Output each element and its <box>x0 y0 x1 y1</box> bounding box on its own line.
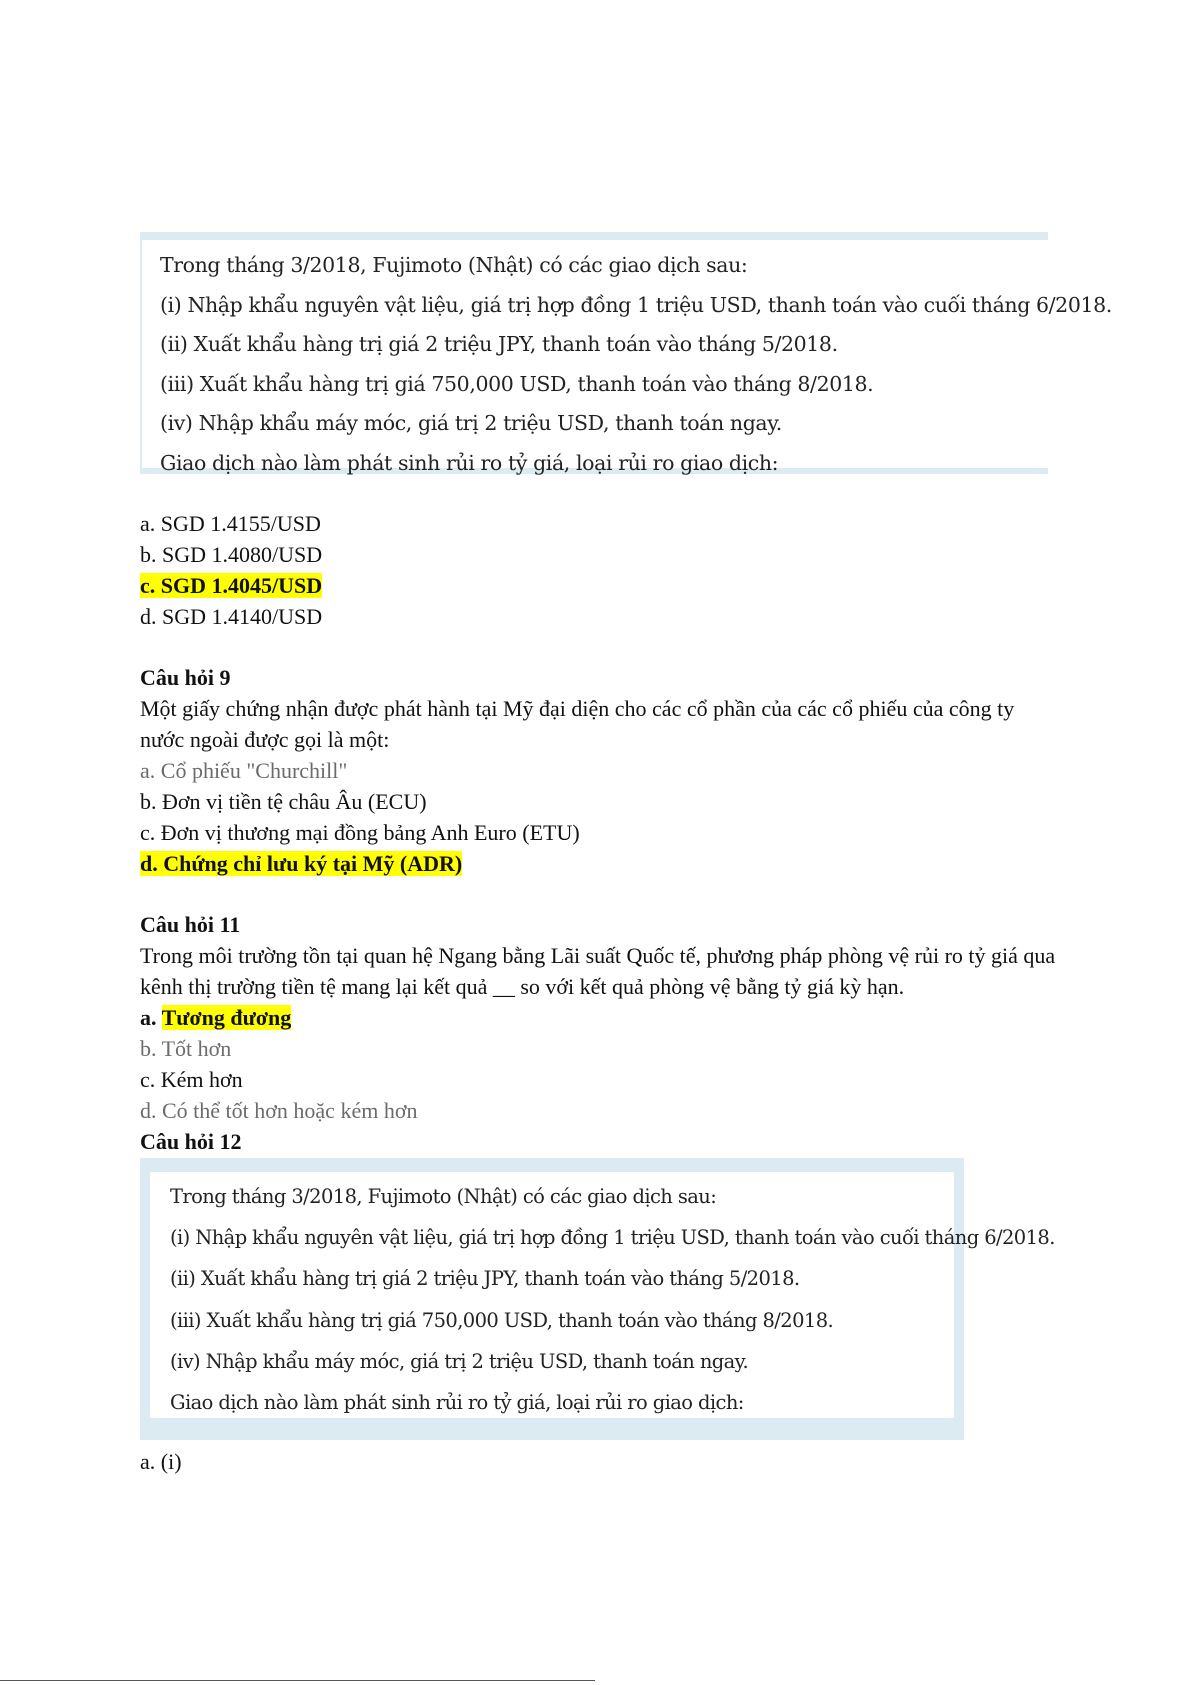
question-11-title: Câu hỏi 11 <box>140 912 241 937</box>
option-b: b. Tốt hơn <box>140 1036 232 1061</box>
image-line: (ii) Xuất khẩu hàng trị giá 2 triệu JPY, thanh toán vào tháng 5/2018. <box>160 332 838 357</box>
option-d: d. Có thể tốt hơn hoặc kém hơn <box>140 1098 418 1123</box>
question-11-text: Trong môi trường tồn tại quan hệ Ngang bằng Lãi suất Quốc tế, phương pháp phòng vệ rủi ro tỷ giá qua kênh thị trường tiền tệ mang lại kết quả __ so với kết quả phòng vệ bằng tỷ giá kỳ hạn. <box>140 943 1056 999</box>
question-image-top <box>140 232 1112 475</box>
image-line: (i) Nhập khẩu nguyên vật liệu, giá trị hợp đồng 1 triệu USD, thanh toán vào cuối tháng 6/2018. <box>170 1226 1055 1250</box>
option-b: b. SGD 1.4080/USD <box>140 542 323 567</box>
option-prefix: a. <box>140 1005 162 1030</box>
image-line: (iv) Nhập khẩu máy móc, giá trị 2 triệu USD, thanh toán ngay. <box>170 1349 749 1373</box>
option-b: b. Đơn vị tiền tệ châu Âu (ECU) <box>140 789 427 814</box>
option-a: a. Cổ phiếu "Churchill" <box>140 758 348 783</box>
image-line: Giao dịch nào làm phát sinh rủi ro tỷ giá, loại rủi ro giao dịch: <box>170 1391 744 1415</box>
option-c: c. Kém hơn <box>140 1067 243 1092</box>
question-image-top-content <box>142 240 1112 475</box>
image-line: (iii) Xuất khẩu hàng trị giá 750,000 USD, thanh toán vào tháng 8/2018. <box>170 1308 834 1332</box>
image-line: (ii) Xuất khẩu hàng trị giá 2 triệu JPY, thanh toán vào tháng 5/2018. <box>170 1267 800 1291</box>
image-line: Giao dịch nào làm phát sinh rủi ro tỷ giá, loại rủi ro giao dịch: <box>160 450 779 475</box>
question-12-image-content <box>150 1172 1055 1418</box>
image-line: Trong tháng 3/2018, Fujimoto (Nhật) có các giao dịch sau: <box>160 253 748 277</box>
image-line: Trong tháng 3/2018, Fujimoto (Nhật) có các giao dịch sau: <box>170 1185 717 1208</box>
footer-divider <box>0 1680 595 1681</box>
answer-highlight: d. Chứng chỉ lưu ký tại Mỹ (ADR) <box>140 851 463 876</box>
option-c: c. Đơn vị thương mại đồng bảng Anh Euro (ETU) <box>140 820 580 845</box>
option-c-correct <box>140 570 322 601</box>
option-a-correct <box>140 1002 291 1033</box>
question-9-title: Câu hỏi 9 <box>140 665 231 690</box>
answer-highlight: Tương đương <box>161 1005 292 1030</box>
question-12-title: Câu hỏi 12 <box>140 1129 242 1154</box>
option-d: d. SGD 1.4140/USD <box>140 604 323 629</box>
option-a: a. (i) <box>140 1449 182 1474</box>
image-line: (iii) Xuất khẩu hàng trị giá 750,000 USD, thanh toán vào tháng 8/2018. <box>160 371 874 396</box>
question-9-text: Một giấy chứng nhận được phát hành tại Mỹ đại diện cho các cổ phần của các cổ phiếu của công ty nước ngoài được gọi là một: <box>140 696 1015 752</box>
image-line: (iv) Nhập khẩu máy móc, giá trị 2 triệu USD, thanh toán ngay. <box>160 411 782 436</box>
option-d-correct <box>140 848 462 879</box>
question-12-image <box>140 1158 1055 1440</box>
option-a: a. SGD 1.4155/USD <box>140 511 321 536</box>
image-line: (i) Nhập khẩu nguyên vật liệu, giá trị hợp đồng 1 triệu USD, thanh toán vào cuối tháng 6/2018. <box>160 292 1112 317</box>
answer-highlight: c. SGD 1.4045/USD <box>140 573 323 598</box>
